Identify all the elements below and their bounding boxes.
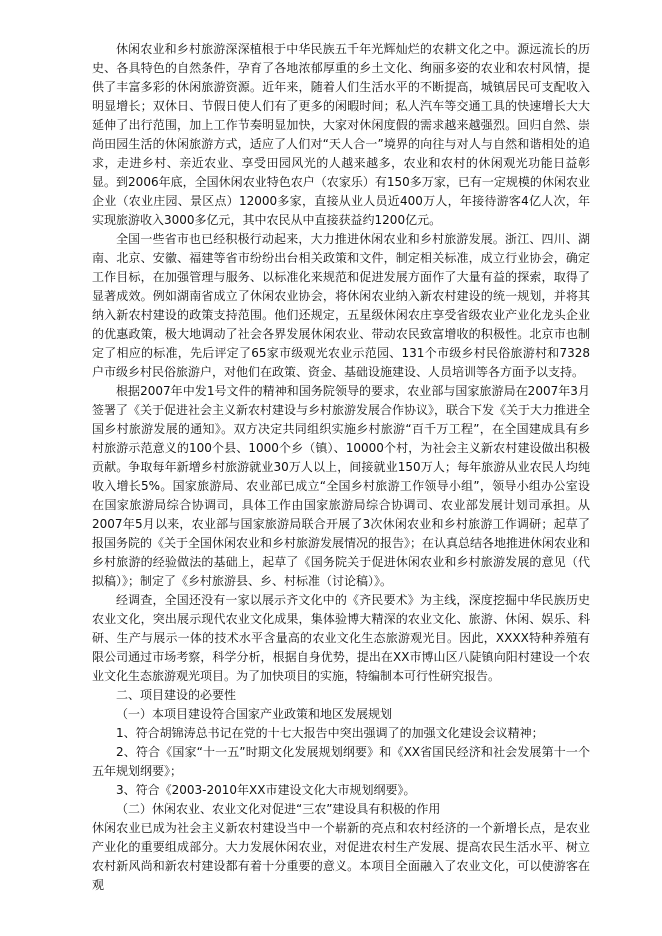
paragraph-policy: 根据2007年中发1号文件的精神和国务院领导的要求，农业部与国家旅游局在2007年3月签署了《关于促进社会主义新农村建设与乡村旅游发展合作协议》，联合下发《关于大力推进全国乡村旅游发展的通知》。双方决定共同组织实施乡村旅游“百千万工程”，在全国建成具有乡村旅游示范意义的100个县、1000个乡（镇）、10000个村，为社会主义新农村建设做出积极贡献。争取每年新增乡村旅游就业30万人以上，间接就业150万人；每年旅游从业农民人均纯收入增长5%。国家旅游局、农业部已成立“全国乡村旅游工作领导小组”，领导小组办公室设在国家旅游局综合协调司，具体工作由国家旅游局综合协调司、农业部发展计划司承担。从2007年5月以来，农业部与国家旅游局联合开展了3次休闲农业和乡村旅游工作调研；起草了报国务院的《关于全国休闲农业和乡村旅游发展情况的报告》；在认真总结各地推进休闲农业和乡村旅游的经验做法的基础上，起草了《国务院关于促进休闲农业和乡村旅游发展的意见（代拟稿）》；制定了《乡村旅游县、乡、村标准（讨论稿）》。 [92, 384, 591, 588]
list-item-2: 2、符合《国家“十一五”时期文化发展规划纲要》和《XX省国民经济和社会发展第十一个五年规划纲要》； [92, 745, 590, 778]
subsection-heading-1: （一）本项目建设符合国家产业政策和地区发展规划 [116, 707, 393, 721]
paragraph-leisure-agriculture: 休闲农业已成为社会主义新农村建设当中一个崭新的亮点和农村经济的一个新增长点，是农业产业化的重要组成部分。大力发展休闲农业，对促进农村生产发展、提高农民生活水平、树立农村新风尚和新农村建设都有着十分重要的意义。本项目全面融入了农业文化，可以使游客在观 [92, 821, 590, 892]
list-item-1: 1、符合胡锦涛总书记在党的十七大报告中突出强调了的加强文化建设会议精神； [116, 726, 544, 740]
subsection-heading-2: （二）休闲农业、农业文化对促进“三农”建设具有积极的作用 [116, 802, 441, 816]
paragraph-project-intro: 经调查，全国还没有一家以展示齐文化中的《齐民要术》为主线，深度挖掘中华民族历史农业文化，突出展示现代农业文化成果，集体验博大精深的农业文化、旅游、休闲、娱乐、科研、生产与展示一体的技术水平含量高的农业文化生态旅游观光目。因此，XXXX特种养殖有限公司通过市场考察，科学分析，根据自身优势，提出在XX市博山区八陡镇向阳村建设一个农业文化生态旅游观光项目。为了加快项目的实施，特编制本可行性研究报告。 [92, 593, 590, 683]
list-item-3: 3、符合《2003-2010年XX市建设文化大市规划纲要》。 [116, 783, 416, 797]
section-heading: 二、项目建设的必要性 [116, 688, 237, 702]
paragraph-overview: 休闲农业和乡村旅游深深植根于中华民族五千年光辉灿烂的农耕文化之中。源远流长的历史、各具特色的自然条件，孕育了各地浓郁厚重的乡土文化、绚丽多姿的农业和农村风情，提供了丰富多彩的休闲旅游资源。近年来，随着人们生活水平的不断提高，城镇居民可支配收入明显增长；双休日、节假日使人们有了更多的闲暇时间；私人汽车等交通工具的快速增长大大延伸了出行范围，加上工作节奏明显加快，大家对休闲度假的需求越来越强烈。回归自然、崇尚田园生活的休闲旅游方式，适应了人们对“天人合一”境界的向往与对人与自然和谐相处的追求，走进乡村、亲近农业、享受田园风光的人越来越多，农业和农村的休闲观光功能日益彰显。到2006年底，全国休闲农业特色农户（农家乐）有150多万家，已有一定规模的休闲农业企业（农业庄园、景区点）12000多家，直接从业人员近400万人，年接待游客4亿人次，年实现旅游收入3000多亿元，其中农民从中直接获益约1200亿元。 [92, 42, 590, 227]
paragraph-provinces: 全国一些省市也已经积极行动起来，大力推进休闲农业和乡村旅游发展。浙江、四川、湖南、北京、安徽、福建等省市纷纷出台相关政策和文件，制定相关标准，成立行业协会，确定工作目标，在加强管理与服务、以标准化来规范和促进发展方面作了大量有益的探索，取得了显著成效。例如湖南省成立了休闲农业协会，将休闲农业纳入新农村建设的统一规划，并将其纳入新农村建设的政策支持范围。他们还规定，五星级休闲农庄享受省级农业产业化龙头企业的优惠政策，极大地调动了社会各界发展休闲农业、带动农民致富增收的积极性。北京市也制定了相应的标准，先后评定了65家市级观光农业示范园、131个市级乡村民俗旅游村和7328户市级乡村民俗旅游户，对他们在政策、资金、基础设施建设、人员培训等各方面予以支持。 [92, 232, 590, 379]
document-page [92, 40, 590, 895]
